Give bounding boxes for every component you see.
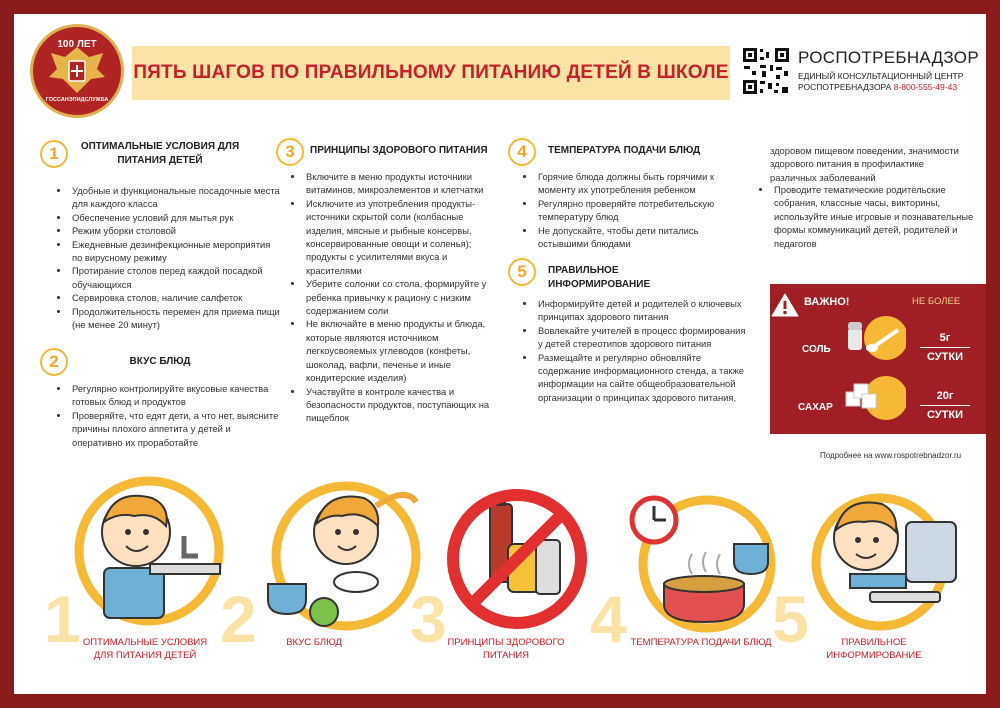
- list-item: • Режим уборки столовой: [70, 224, 280, 237]
- tasting-food-illustration: [246, 476, 421, 636]
- section-3-title: ПРИНЦИПЫ ЗДОРОВОГО ПИТАНИЯ: [310, 145, 488, 156]
- salt-label: СОЛЬ: [802, 344, 831, 355]
- computer-kid-illustration: [810, 482, 970, 632]
- step-number-4: 4: [508, 138, 536, 166]
- list-item: • Участвуйте в контроле качества и безопасности продуктов, поступающих на пищеблок: [304, 385, 504, 425]
- section-4-title: ТЕМПЕРАТУРА ПОДАЧИ БЛЮД: [548, 145, 701, 156]
- step-caption-4: ТЕМПЕРАТУРА ПОДАЧИ БЛЮД: [630, 637, 772, 648]
- step-number-5: 5: [508, 258, 536, 286]
- section-3-list: [292, 170, 504, 425]
- list-item: • Регулярно контролируйте вкусовые качества готовых блюд и продуктов: [70, 382, 280, 409]
- section-4-list: [524, 170, 746, 250]
- list-item: • Удобные и функциональные посадочные места для каждого класса: [70, 184, 280, 211]
- section-5-list: [524, 297, 746, 404]
- section-5-title: ПРАВИЛЬНОЕ ИНФОРМИРОВАНИЕ: [548, 265, 651, 290]
- page-title: ПЯТЬ ШАГОВ ПО ПРАВИЛЬНОМУ ПИТАНИЮ ДЕТЕЙ В ШКОЛЕ: [133, 62, 729, 83]
- sugar-per-day: СУТКИ: [927, 409, 963, 421]
- list-item: • Уберите солонки со стола, формируйте у ребенка привычку к рациону с низким содержанием соли: [304, 277, 504, 317]
- sugar-value: 20г: [936, 390, 954, 402]
- section-1-title: ОПТИМАЛЬНЫЕ УСЛОВИЯ ДЛЯ ПИТАНИЯ ДЕТЕЙ: [80, 141, 240, 166]
- hot-meal-clock-illustration: [622, 484, 782, 634]
- warning-title: ВАЖНО!: [804, 296, 850, 308]
- list-item: • Протирание столов перед каждой посадкой обучающихся: [70, 264, 280, 291]
- title-banner: [132, 46, 730, 100]
- step-number-3: 3: [276, 138, 304, 166]
- list-item: • Информируйте детей и родителей о ключевых принципах здорового питания: [536, 297, 746, 324]
- step-caption-1: ОПТИМАЛЬНЫЕ УСЛОВИЯ ДЛЯ ПИТАНИЯ ДЕТЕЙ: [82, 637, 208, 661]
- list-item: • Размещайте и регулярно обновляйте содержание информационного стенда, а также информации на сайте общеобразовательной организации о принципах здорового питания,: [536, 351, 746, 405]
- hotline-phone[interactable]: 8-800-555-49-43: [893, 82, 958, 92]
- step-caption-5: ПРАВИЛЬНОЕ ИНФОРМИРОВАНИЕ: [826, 637, 922, 661]
- more-info-link[interactable]: Подробнее на www.rospotrebnadzor.ru: [820, 451, 962, 460]
- salt-sugar-icon: [842, 308, 906, 428]
- list-item: • Проверяйте, что едят дети, а что нет, выясните причины плохого аппетита у детей и оперативно их проработайте: [70, 409, 280, 449]
- org-info: [798, 48, 986, 93]
- emblem-bottom-text: ГОССАНЭПИДСЛУЖБА: [45, 97, 109, 103]
- step-number-1: 1: [40, 140, 68, 168]
- section-5-list-cont: [760, 183, 986, 250]
- hand-washing-illustration: [74, 476, 224, 626]
- big-step-number-2: 2: [220, 582, 257, 656]
- warning-box: [770, 284, 986, 434]
- qr-code-icon: [742, 47, 790, 95]
- big-step-number-1: 1: [44, 582, 81, 656]
- section-2-list: [58, 382, 280, 449]
- sugar-limit: [920, 390, 970, 421]
- section-2-title: ВКУС БЛЮД: [129, 356, 191, 367]
- list-item: • Обеспечение условий для мытья рук: [70, 211, 280, 224]
- no-junk-food-icon: [442, 484, 592, 634]
- emblem-logo: [30, 24, 124, 118]
- step-caption-2: ВКУС БЛЮД: [286, 637, 342, 648]
- list-item: • Горячие блюда должны быть горячими к моменту их употребления ребенком: [536, 170, 746, 197]
- section-1-list: [58, 184, 280, 331]
- list-item: • Исключите из употребления продукты-источники скрытой соли (колбасные изделия, мясные и рыбные консервы, консервированные овощи и соленья); продукты с усилителями вкуса и красителями: [304, 197, 504, 277]
- salt-limit: [920, 332, 970, 363]
- list-item: • Не включайте в меню продукты и блюда, которые являются источником легкоусвояемых углеводов (конфеты, шоколад, вафли, печенье и иные кондитерские изделия): [304, 317, 504, 384]
- warning-limit: НЕ БОЛЕЕ: [912, 296, 961, 307]
- section-5-continuation: здоровом пищевом поведении, значимости здорового питания в профилактике различных заболеваний: [770, 145, 959, 183]
- salt-value: 5г: [939, 332, 951, 344]
- list-item: • Продолжительность перемен для приема пищи (не менее 20 минут): [70, 305, 280, 332]
- org-name: РОСПОТРЕБНАДЗОР: [798, 48, 979, 67]
- org-line2: РОСПОТРЕБНАДЗОРА: [798, 82, 892, 92]
- list-item: • Ежедневные дезинфекционные мероприятия по вирусному режиму: [70, 238, 280, 265]
- sugar-label: САХАР: [798, 402, 833, 413]
- list-item: • Проводите тематические родительские собрания, классные часы, викторины, используйте иные игровые и познавательные формы коммуникаций детей, родителей и педагогов: [772, 183, 986, 250]
- step-number-2: 2: [40, 348, 68, 376]
- list-item: • Регулярно проверяйте потребительскую температуру блюд: [536, 197, 746, 224]
- poster: [14, 14, 986, 694]
- org-line1: ЕДИНЫЙ КОНСУЛЬТАЦИОННЫЙ ЦЕНТР: [798, 71, 964, 81]
- list-item: • Включите в меню продукты источники витаминов, микроэлементов и клетчатки: [304, 170, 504, 197]
- list-item: • Сервировка столов, наличие салфеток: [70, 291, 280, 304]
- big-step-number-4: 4: [590, 582, 627, 656]
- big-step-number-3: 3: [410, 582, 447, 656]
- emblem-top-text: 100 ЛЕТ: [57, 39, 97, 50]
- list-item: • Вовлекайте учителей в процесс формирования у детей стереотипов здорового питания: [536, 324, 746, 351]
- list-item: • Не допускайте, чтобы дети питались остывшими блюдами: [536, 224, 746, 251]
- salt-per-day: СУТКИ: [927, 351, 963, 363]
- step-caption-3: ПРИНЦИПЫ ЗДОРОВОГО ПИТАНИЯ: [447, 637, 565, 661]
- big-step-number-5: 5: [772, 582, 809, 656]
- warning-triangle-icon: [770, 292, 800, 318]
